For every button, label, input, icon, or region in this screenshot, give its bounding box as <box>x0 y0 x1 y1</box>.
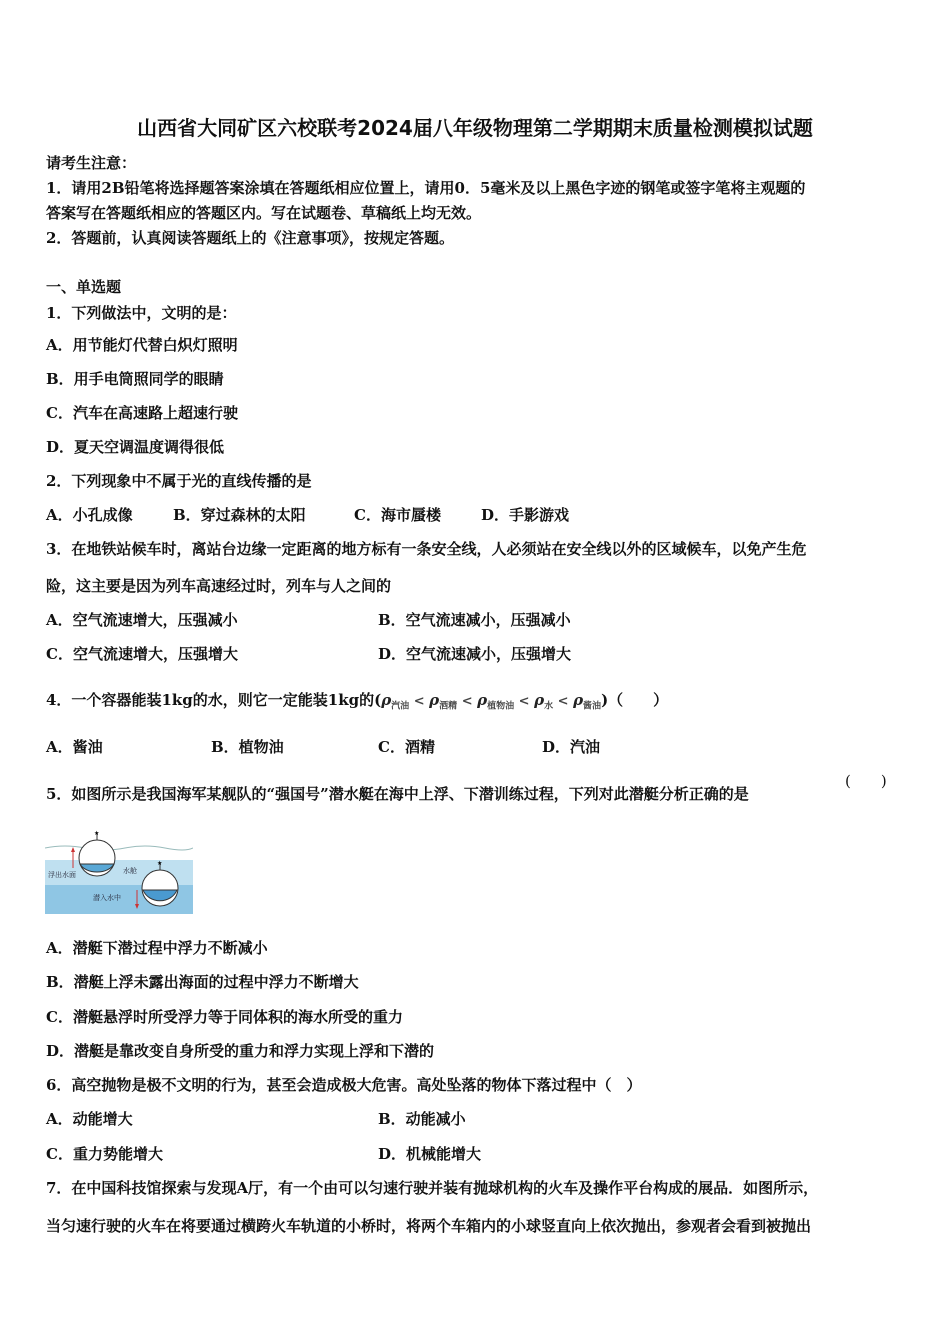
q3-option-c: C．空气流速增大，压强增大 <box>46 645 238 663</box>
q4-option-b: B．植物油 <box>211 738 284 756</box>
q7-stem-b: 当匀速行驶的火车在将要通过横跨火车轨道的小桥时，将两个车箱内的小球竖直向上依次抛出，参观者会看到被抛出 <box>46 1217 812 1235</box>
q3-option-d: D．空气流速减小，压强增大 <box>378 645 572 663</box>
q6-option-a: A．动能增大 <box>46 1110 133 1128</box>
q2-option-b: B．穿过森林的太阳 <box>173 506 306 524</box>
q5-answer-paren: ( ) <box>845 772 887 790</box>
q2-option-c: C．海市蜃楼 <box>354 506 441 524</box>
q1-option-d: D．夏天空调温度调得很低 <box>46 438 225 456</box>
svg-text:★: ★ <box>94 830 100 837</box>
q2-stem: 2．下列现象中不属于光的直线传播的是 <box>46 472 312 490</box>
fig-label-surfacing: 浮出水面 <box>48 871 76 879</box>
q6-option-d: D．机械能增大 <box>378 1145 482 1163</box>
q5-option-d: D．潜艇是靠改变自身所受的重力和浮力实现上浮和下潜的 <box>46 1042 435 1060</box>
notice-item-1b: 答案写在答题纸相应的答题区内。写在试题卷、草稿纸上均无效。 <box>46 204 482 222</box>
q6-option-b: B．动能减小 <box>378 1110 466 1128</box>
q2-option-a: A．小孔成像 <box>46 506 133 524</box>
page-title: 山西省大同矿区六校联考2024届八年级物理第二学期期末质量检测模拟试题 <box>137 116 813 140</box>
section-heading: 一、单选题 <box>46 278 122 296</box>
q6-option-c: C．重力势能增大 <box>46 1145 163 1163</box>
q5-option-c: C．潜艇悬浮时所受浮力等于同体积的海水所受的重力 <box>46 1008 403 1026</box>
q4-stem <box>46 690 668 717</box>
q2-option-d: D．手影游戏 <box>481 506 570 524</box>
notice-item-2: 2．答题前，认真阅读答题纸上的《注意事项》，按规定答题。 <box>46 229 454 247</box>
fig-label-diving: 潜入水中 <box>93 894 121 902</box>
q5-stem: 5．如图所示是我国海军某舰队的“强国号”潜水艇在海中上浮、下潜训练过程，下列对此潜艇分析正确的是 <box>46 785 749 803</box>
q3-option-a: A．空气流速增大，压强减小 <box>46 611 238 629</box>
submarine-surfacing-icon <box>79 830 115 876</box>
q4-stem-pre: 4．一个容器能装1kg的水，则它一定能装1kg的( <box>46 691 382 709</box>
q3-option-b: B．空气流速减小，压强减小 <box>378 611 571 629</box>
notice-item-1a: 1．请用2B铅笔将选择题答案涂填在答题纸相应位置上，请用0．5毫米及以上黑色字迹的钢笔或签字笔将主观题的 <box>46 179 806 197</box>
q4-option-a: A．酱油 <box>46 738 103 756</box>
q1-option-c: C．汽车在高速路上超速行驶 <box>46 404 238 422</box>
svg-text:★: ★ <box>157 860 163 867</box>
q3-stem-a: 3．在地铁站候车时，离站台边缘一定距离的地方标有一条安全线，人必须站在安全线以外的区域候车，以免产生危 <box>46 540 807 558</box>
q1-option-b: B．用手电筒照同学的眼睛 <box>46 370 224 388</box>
q1-stem: 1．下列做法中，文明的是： <box>46 304 237 322</box>
q5-option-a: A．潜艇下潜过程中浮力不断减小 <box>46 939 268 957</box>
notice-header: 请考生注意： <box>46 154 137 172</box>
q1-option-a: A．用节能灯代替白炽灯照明 <box>46 336 238 354</box>
q4-stem-post: )（ ） <box>601 691 669 709</box>
q5-option-b: B．潜艇上浮未露出海面的过程中浮力不断增大 <box>46 973 359 991</box>
density-formula: $\rho_{汽油} < \rho_{酒精} < \rho_{植物油} < \rho_水 < \rho_{酱油}$ <box>381 691 602 712</box>
q4-option-d: D．汽油 <box>542 738 601 756</box>
q6-stem: 6．高空抛物是极不文明的行为，甚至会造成极大危害。高处坠落的物体下落过程中（ ） <box>46 1076 642 1094</box>
q7-stem-a: 7．在中国科技馆探索与发现A厅，有一个由可以匀速行驶并装有抛球机构的火车及操作平台构成的展品．如图所示， <box>46 1179 819 1197</box>
q4-option-c: C．酒精 <box>378 738 435 756</box>
fig-label-tank: 水舱 <box>123 867 137 875</box>
q3-stem-b: 险，这主要是因为列车高速经过时，列车与人之间的 <box>46 577 392 595</box>
submarine-figure <box>45 830 193 914</box>
